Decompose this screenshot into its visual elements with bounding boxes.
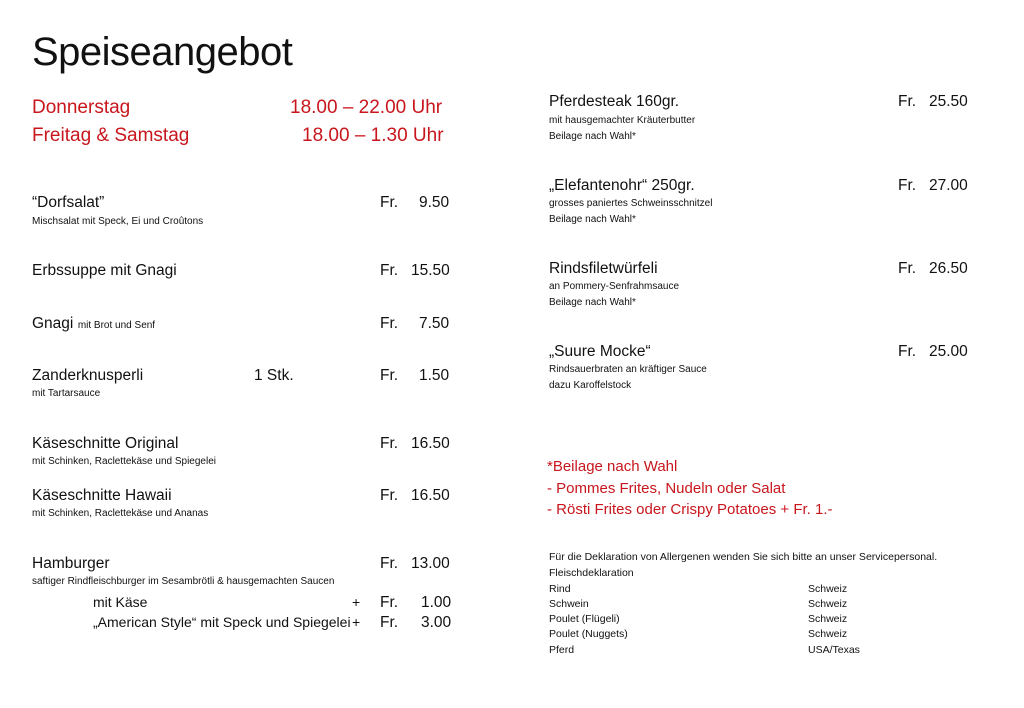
currency-label: Fr. [380,487,399,504]
item-price: 25.00 [929,343,968,360]
item-description: saftiger Rindfleischburger im Sesambrötli & hausgemachten Saucen [32,576,335,587]
plus-sign: + [352,594,361,610]
item-name: Rindsfiletwürfeli [549,260,658,277]
currency-label: Fr. [380,194,399,211]
item-price: 15.50 [411,262,450,279]
item-description: mit Tartarsauce [32,388,101,399]
item-description: grosses paniertes Schweinsschnitzel [549,198,713,209]
item-side-note: dazu Karoffelstock [549,380,632,391]
item-name: Käseschnitte Hawaii [32,487,172,504]
item-description: mit Schinken, Raclettekäse und Ananas [32,508,209,519]
extra-name: mit Käse [93,594,148,610]
meat-origin: Schweiz [808,583,848,595]
item-price: 7.50 [419,315,450,332]
currency-label: Fr. [898,177,917,194]
item-name: “Dorfsalat” [32,194,105,211]
meat-origin: Schweiz [808,628,848,640]
meat-origin: Schweiz [808,613,848,625]
item-side-note: Beilage nach Wahl* [549,214,636,225]
item-price: 1.50 [419,367,450,384]
allergen-note: Für die Deklaration von Allergenen wenden Sie sich bitte an unser Servicepersonal. [549,551,938,563]
item-price: 16.50 [411,487,450,504]
item-name: „Elefantenohr“ 250gr. [549,177,695,194]
extra-name: „American Style“ mit Speck und Spiegelei [93,614,351,630]
item-name: Hamburger [32,555,110,572]
item-inline-description: mit Brot und Senf [77,320,156,331]
item-name: Pferdesteak 160gr. [549,93,680,110]
item-description: Rindsauerbraten an kräftiger Sauce [549,364,707,375]
meat-type: Poulet (Nuggets) [549,628,628,640]
item-description: Mischsalat mit Speck, Ei und Croûtons [32,216,204,227]
currency-label: Fr. [380,262,399,279]
currency-label: Fr. [898,343,917,360]
currency-label: Fr. [380,435,399,452]
item-price: 27.00 [929,177,968,194]
meat-type: Poulet (Flügeli) [549,613,620,625]
item-description: mit Schinken, Raclettekäse und Spiegelei [32,456,216,467]
item-name: „Suure Mocke“ [549,343,651,360]
item-name-wrap [32,315,155,333]
meat-declaration-title: Fleischdeklaration [549,567,634,579]
item-price: 26.50 [929,260,968,277]
currency-label: Fr. [380,555,399,572]
item-name: Käseschnitte Original [32,435,179,452]
currency-label: Fr. [898,260,917,277]
item-quantity: 1 Stk. [254,367,294,384]
currency-label: Fr. [380,315,399,332]
meat-origin: USA/Texas [808,644,860,656]
item-side-note: Beilage nach Wahl* [549,297,636,308]
sides-note-line-1: - Pommes Frites, Nudeln oder Salat [547,480,786,497]
meat-type: Pferd [549,644,575,656]
page-title: Speiseangebot [32,30,293,74]
currency-label: Fr. [380,594,399,611]
currency-label: Fr. [898,93,917,110]
currency-label: Fr. [380,367,399,384]
item-price: 25.50 [929,93,968,110]
extra-price: 1.00 [421,594,452,611]
item-description: an Pommery-Senfrahmsauce [549,281,680,292]
plus-sign: + [352,614,361,630]
item-price: 16.50 [411,435,450,452]
item-price: 9.50 [419,194,450,211]
currency-label: Fr. [380,614,399,631]
item-name: Zanderknusperli [32,367,144,384]
hours-day-2: Freitag & Samstag [32,125,190,146]
meat-origin: Schweiz [808,598,848,610]
item-side-note: Beilage nach Wahl* [549,131,636,142]
meat-type: Schwein [549,598,589,610]
item-price: 13.00 [411,555,450,572]
item-name: Gnagi [32,315,74,332]
hours-time-1: 18.00 – 22.00 Uhr [290,97,443,118]
meat-type: Rind [549,583,571,595]
hours-time-2: 18.00 – 1.30 Uhr [302,125,444,146]
item-name: Erbssuppe mit Gnagi [32,262,177,279]
item-description: mit hausgemachter Kräuterbutter [549,115,696,126]
sides-note-line-2: - Rösti Frites oder Crispy Potatoes + Fr. 1.- [547,501,833,518]
extra-price: 3.00 [421,614,452,631]
sides-note-title: *Beilage nach Wahl [547,458,678,475]
hours-day-1: Donnerstag [32,97,131,118]
